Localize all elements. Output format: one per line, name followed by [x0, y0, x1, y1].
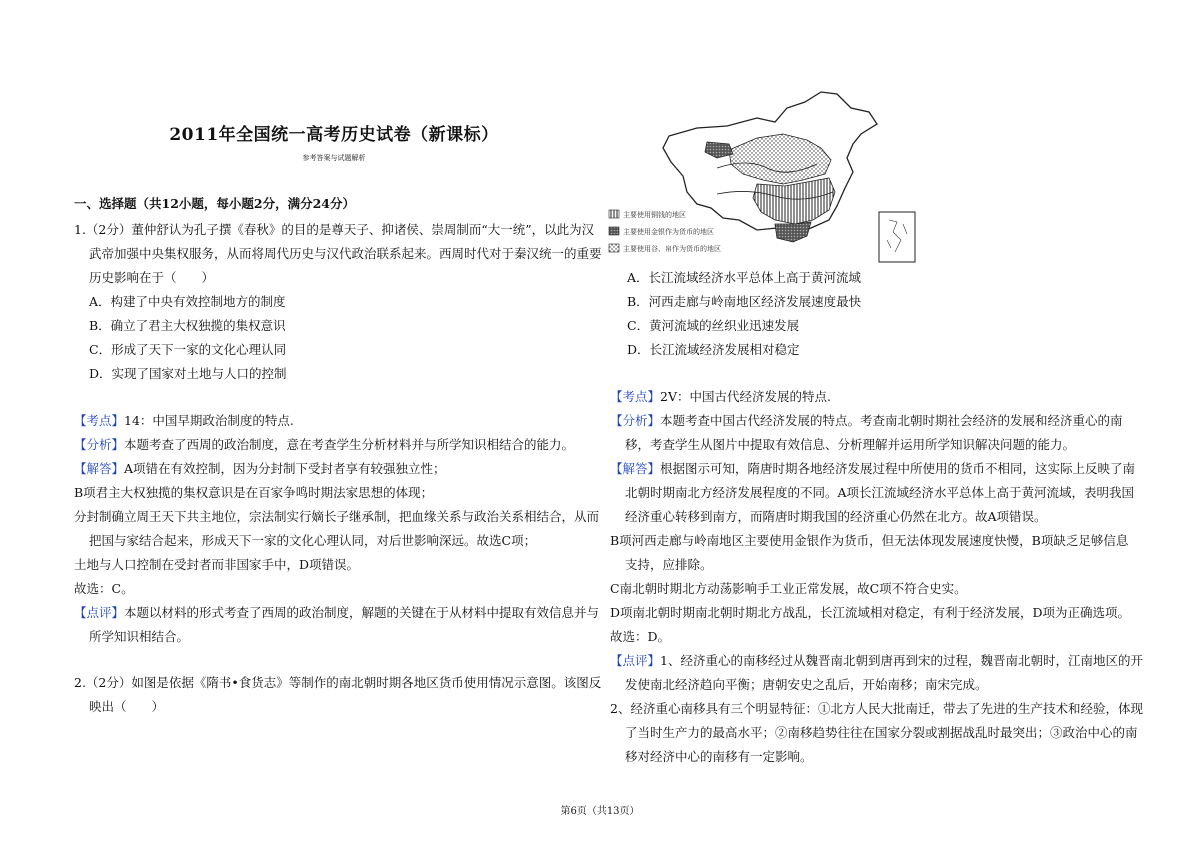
q1-option-b: B．确立了君主大权独揽的集权意识 — [89, 318, 286, 333]
q1-kaodian-tag: 【考点】 — [74, 413, 125, 428]
q2-jieda-line-2: 北朝时期南北方经济发展程度的不同。A项长江流域经济水平总体上高于黄河流域，表明我国 — [625, 485, 1135, 500]
q2-jieda-line-3: 经济重心转移到南方，而隋唐时期我国的经济重心仍然在北方。故A项错误。 — [625, 509, 1047, 524]
q2-jieda-line-4: B项河西走廊与岭南地区主要使用金银作为货币，但无法体现发展速度快慢，B项缺乏足够信息 — [610, 533, 1129, 548]
q2-option-c: C．黄河流域的丝织业迅速发展 — [627, 318, 800, 333]
q2-jieda-line-1 — [610, 461, 1135, 477]
q1-fenxi — [74, 437, 574, 453]
q1-option-d: D．实现了国家对土地与人口的控制 — [89, 366, 287, 381]
legend-copper: 主要使用铜钱的地区 — [623, 211, 686, 219]
south-sea-inset — [879, 212, 915, 262]
q1-kaodian — [74, 413, 294, 429]
q1-fenxi-tag: 【分析】 — [74, 437, 125, 452]
q2-dianping-line-3: 2、经济重心南移具有三个明显特征：①北方人民大批南迁，带去了先进的生产技术和经验，体现 — [610, 701, 1143, 716]
section-heading: 一、选择题（共12小题，每小题2分，满分24分） — [74, 196, 355, 211]
page-footer: 第6页（共13页） — [560, 806, 640, 817]
q2-stem-line-2: 映出（ ） — [89, 699, 165, 714]
q1-dianping-tag: 【点评】 — [74, 605, 125, 620]
page-title: 2011年全国统一高考历史试卷（新课标） — [169, 125, 499, 145]
q1-dianping-line-2: 所学知识相结合。 — [89, 629, 190, 644]
q1-kaodian-text: 14：中国早期政治制度的特点. — [124, 413, 294, 428]
q2-jieda-text-1: 根据图示可知，隋唐时期各地经济发展过程中所使用的货币不相同，这实际上反映了南 — [660, 461, 1136, 476]
q2-fenxi-line-2: 移，考查学生从图片中提取有效信息、分析理解并运用所学知识解决问题的能力。 — [625, 437, 1076, 452]
q1-jieda-line-1 — [74, 461, 446, 477]
q2-option-d: D．长江流域经济发展相对稳定 — [627, 342, 800, 357]
legend-grain-silk: 主要使用谷、帛作为货币的地区 — [623, 245, 721, 253]
q1-dianping-line-1 — [74, 605, 599, 621]
q1-stem-line-1: 1.（2分）董仲舒认为孔子撰《春秋》的目的是尊天子、抑诸侯、崇周制而“大一统”，以此为汉 — [74, 222, 595, 237]
q1-jieda-line-2: B项君主大权独揽的集权意识是在百家争鸣时期法家思想的体现； — [74, 485, 434, 500]
q1-jieda-line-5: 土地与人口控制在受封者而非国家手中，D项错误。 — [74, 557, 360, 572]
q2-jieda-line-6: C南北朝时期北方动荡影响手工业正常发展，故C项不符合史实。 — [610, 581, 967, 596]
q1-option-a: A．构建了中央有效控制地方的制度 — [89, 294, 286, 309]
q2-dianping-line-4: 了当时生产力的最高水平；②南移趋势往往在国家分裂或割据战乱时最突出；③政治中心的南 — [625, 725, 1138, 740]
q2-fenxi-text-1: 本题考查中国古代经济发展的特点。考查南北朝时期社会经济的发展和经济重心的南 — [660, 413, 1123, 428]
q1-jieda-text-1: A项错在有效控制，因为分封制下受封者享有较强独立性； — [124, 461, 446, 476]
q2-dianping-text-1: 1、经济重心的南移经过从魏晋南北朝到唐再到宋的过程，魏晋南北朝时，江南地区的开 — [660, 653, 1143, 668]
q2-jieda-line-5: 支持，应排除。 — [625, 557, 713, 572]
q2-option-b: B．河西走廊与岭南地区经济发展速度最快 — [627, 294, 862, 309]
page-subtitle: 参考答案与试题解析 — [302, 154, 366, 162]
q2-kaodian-text: 2V：中国古代经济发展的特点. — [660, 389, 831, 404]
q2-kaodian — [610, 389, 831, 405]
q2-dianping-line-1 — [610, 653, 1143, 669]
q2-stem-line-1: 2.（2分）如图是依据《隋书•食货志》等制作的南北朝时期各地区货币使用情况示意图。该图反 — [74, 675, 602, 690]
q2-jieda-line-8: 故选：D。 — [610, 629, 671, 644]
q2-jieda-line-7: D项南北朝时期南北朝时期北方战乱，长江流域相对稳定，有利于经济发展，D项为正确选项。 — [610, 605, 1131, 620]
q2-fenxi-tag: 【分析】 — [610, 413, 661, 428]
q2-kaodian-tag: 【考点】 — [610, 389, 661, 404]
q1-stem-line-3: 历史影响在于（ ） — [89, 270, 215, 285]
q1-jieda-line-6: 故选：C。 — [74, 581, 134, 596]
region-gold-silver-lingnan — [775, 222, 811, 242]
q1-jieda-tag: 【解答】 — [74, 461, 125, 476]
q1-jieda-line-3: 分封制确立周王天下共主地位，宗法制实行嫡长子继承制，把血缘关系与政治关系相结合，从而 — [74, 509, 600, 524]
q2-dianping-tag: 【点评】 — [610, 653, 661, 668]
q2-dianping-line-2: 发使南北经济趋向平衡；唐朝安史之乱后，开始南移；南宋完成。 — [625, 677, 988, 692]
q1-option-c: C．形成了天下一家的文化心理认同 — [89, 342, 287, 357]
legend-swatch-copper — [609, 210, 619, 218]
southern-northern-dynasties-currency-map — [607, 88, 925, 268]
q2-dianping-line-5: 移对经济中心的南移有一定影响。 — [625, 749, 813, 764]
legend-swatch-grain — [609, 244, 619, 252]
q2-fenxi-line-1 — [610, 413, 1123, 429]
q2-jieda-tag: 【解答】 — [610, 461, 661, 476]
legend-gold-silver: 主要使用金银作为货币的地区 — [623, 228, 714, 236]
q1-fenxi-text: 本题考查了西周的政治制度，意在考查学生分析材料并与所学知识相结合的能力。 — [124, 437, 575, 452]
legend-swatch-gold — [609, 227, 619, 235]
q2-option-a: A．长江流域经济水平总体上高于黄河流域 — [627, 270, 862, 285]
q1-jieda-line-4: 把国与家结合起来，形成天下一家的文化心理认同，对后世影响深远。故选C项； — [89, 533, 537, 548]
q1-dianping-text-1: 本题以材料的形式考查了西周的政治制度，解题的关键在于从材料中提取有效信息并与 — [124, 605, 600, 620]
q1-stem-line-2: 武帝加强中央集权服务，从而将周代历史与汉代政治联系起来。西周时代对于秦汉统一的重要 — [89, 246, 602, 261]
